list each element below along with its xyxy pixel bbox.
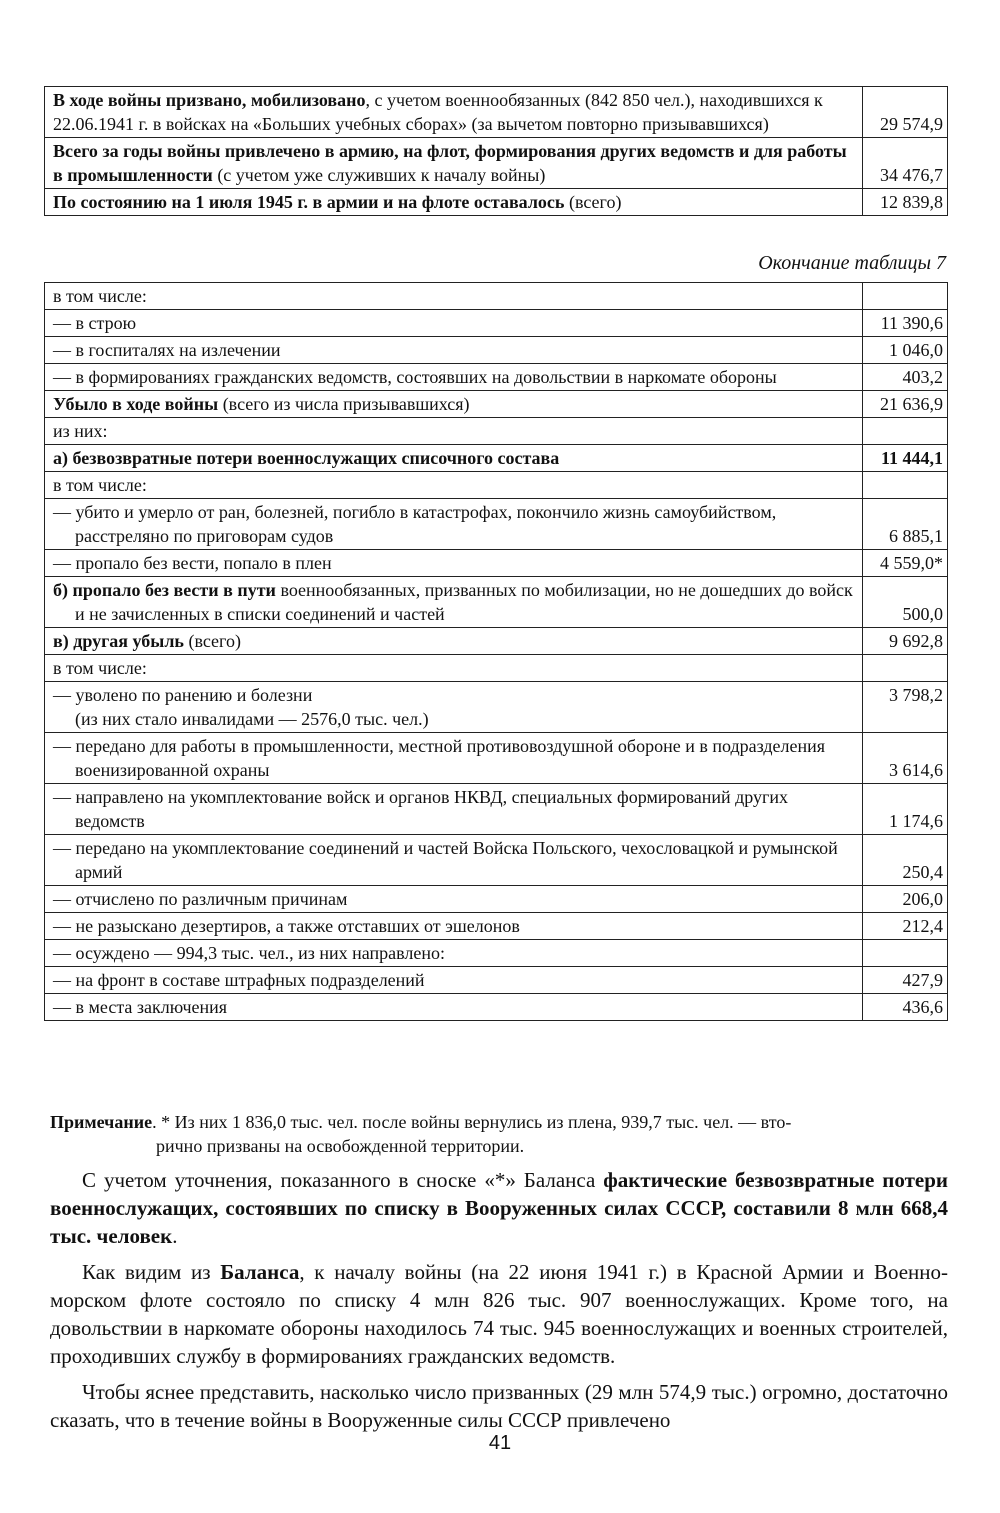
label-text: , с учетом военнообязанных (842 850 чел.), находившихся к 22.06.1941 г. в войсках на «Больших учебных сборах» (за вычетом повторно призывавшихся) xyxy=(53,90,823,134)
row-value: 29 574,9 xyxy=(863,87,948,138)
row-label-text: — передано на укомплектование соединений и частей Войска Польского, чехословацкой и румынской армий xyxy=(53,838,838,882)
table-row xyxy=(45,138,948,189)
table-row xyxy=(45,391,948,418)
row-label xyxy=(45,87,863,138)
bold-label: в) другая убыль xyxy=(53,631,184,651)
row-value: 212,4 xyxy=(863,913,948,940)
row-label xyxy=(45,189,863,216)
row-label xyxy=(45,138,863,189)
label-text: (всего) xyxy=(183,631,241,651)
row-label xyxy=(45,499,863,550)
row-value: 4 559,0* xyxy=(863,550,948,577)
row-value xyxy=(863,283,948,310)
table-row xyxy=(45,733,948,784)
summary-table-top xyxy=(44,86,948,216)
row-value: 436,6 xyxy=(863,994,948,1021)
row-value: 3 614,6 xyxy=(863,733,948,784)
table-row xyxy=(45,310,948,337)
row-value: 1 174,6 xyxy=(863,784,948,835)
row-label-text xyxy=(53,683,856,731)
text: С учетом уточнения, показанного в сноске «*» Баланса xyxy=(82,1168,604,1192)
table-row xyxy=(45,472,948,499)
table-row xyxy=(45,940,948,967)
bold-label: По состоянию на 1 июля 1945 г. в армии и на флоте оставалось xyxy=(53,192,565,212)
table-row xyxy=(45,913,948,940)
row-label xyxy=(45,784,863,835)
body-text xyxy=(50,1166,948,1434)
text: Как видим из xyxy=(82,1260,221,1284)
row-value: 250,4 xyxy=(863,835,948,886)
table-row xyxy=(45,628,948,655)
table-row xyxy=(45,682,948,733)
row-label: — осуждено — 994,3 тыс. чел., из них направлено: xyxy=(45,940,863,967)
table-row xyxy=(45,445,948,472)
text: . xyxy=(172,1224,178,1248)
row-label xyxy=(45,733,863,784)
table-row xyxy=(45,784,948,835)
row-value: 11 390,6 xyxy=(863,310,948,337)
row-label: в том числе: xyxy=(45,472,863,499)
row-label xyxy=(45,682,863,733)
row-label xyxy=(45,628,863,655)
row-label: в том числе: xyxy=(45,283,863,310)
note-label: Примечание xyxy=(50,1112,153,1132)
row-value: 9 692,8 xyxy=(863,628,948,655)
row-label: в том числе: xyxy=(45,655,863,682)
row-value xyxy=(863,940,948,967)
note-text: . * Из них 1 836,0 тыс. чел. после войны вернулись из плена, 939,7 тыс. чел. — вто- xyxy=(152,1112,792,1132)
row-value: 427,9 xyxy=(863,967,948,994)
text: , к началу войны (на 22 июня 1941 г.) в Красной Армии и Военно-морском флоте состояло по списку 4 млн 826 тыс. 907 военнослужащих. Кроме того, на довольствии в наркомате обороны находилось 74 тыс. 945 военнослужащих и военных строителей, проходивших службу в формированиях гражданских ведомств. xyxy=(50,1260,948,1368)
row-label: — отчислено по различным причинам xyxy=(45,886,863,913)
row-label xyxy=(45,364,863,391)
row-label: из них: xyxy=(45,418,863,445)
table-row xyxy=(45,967,948,994)
row-label: — пропало без вести, попало в плен xyxy=(45,550,863,577)
table-row xyxy=(45,886,948,913)
row-label-text: — направлено на укомплектование войск и органов НКВД, специальных формирований других ведомств xyxy=(53,787,789,831)
row-value: 6 885,1 xyxy=(863,499,948,550)
row-value: 1 046,0 xyxy=(863,337,948,364)
row-label xyxy=(45,391,863,418)
table-row xyxy=(45,418,948,445)
table-row xyxy=(45,87,948,138)
row-label: — в места заключения xyxy=(45,994,863,1021)
row-value: 34 476,7 xyxy=(863,138,948,189)
bold-label: Всего за годы войны привлечено в армию, на флот, формирования других ведомств и для работы в промышленности xyxy=(53,141,847,185)
page-number: 41 xyxy=(488,1432,512,1454)
paragraph xyxy=(50,1258,948,1370)
table-caption: Окончание таблицы 7 xyxy=(758,252,946,274)
table-row xyxy=(45,364,948,391)
table-row xyxy=(45,189,948,216)
bold-label: б) пропало без вести в пути xyxy=(53,580,276,600)
row-label-text: — в формированиях гражданских ведомств, состоявших на довольствии в наркомате обороны xyxy=(53,367,777,387)
row-label: — в госпиталях на излечении xyxy=(45,337,863,364)
table-row xyxy=(45,499,948,550)
row-value: 3 798,2 xyxy=(863,682,948,733)
row-value xyxy=(863,418,948,445)
row-label: а) безвозвратные потери военнослужащих списочного состава xyxy=(45,445,863,472)
row-value: 403,2 xyxy=(863,364,948,391)
table-note xyxy=(50,1110,948,1158)
row-label: — в строю xyxy=(45,310,863,337)
row-label-text xyxy=(53,578,856,626)
table-row xyxy=(45,655,948,682)
table-row xyxy=(45,577,948,628)
row-label-text: — убито и умерло от ран, болезней, погибло в катастрофах, покончило жизнь самоубийством, расстреляно по приговорам судов xyxy=(53,502,777,546)
row-value: 11 444,1 xyxy=(863,445,948,472)
paragraph xyxy=(50,1166,948,1250)
table-row xyxy=(45,283,948,310)
table-row xyxy=(45,835,948,886)
row-value: 12 839,8 xyxy=(863,189,948,216)
row-label xyxy=(45,577,863,628)
label-text: военнообязанных, призванных по мобилизации, но не дошедших до войск и не зачисленных в списки соединений и частей xyxy=(75,580,853,624)
label-subtext: (из них стало инвалидами — 2576,0 тыс. чел.) xyxy=(75,709,429,729)
bold-text: Баланса xyxy=(220,1260,300,1284)
row-label xyxy=(45,835,863,886)
table-row xyxy=(45,337,948,364)
bold-label: Убыло в ходе войны xyxy=(53,394,219,414)
row-value: 500,0 xyxy=(863,577,948,628)
row-value: 21 636,9 xyxy=(863,391,948,418)
summary-table-main xyxy=(44,282,948,1021)
paragraph: Чтобы яснее представить, насколько число призванных (29 млн 574,9 тыс.) огромно, достаточно сказать, что в течение войны в Вооруженные силы СССР привлечено xyxy=(50,1380,948,1432)
note-text-continued: рично призваны на освобожденной территории. xyxy=(156,1136,525,1156)
bold-label: В ходе войны призвано, мобилизовано xyxy=(53,90,366,110)
row-label-text: — передано для работы в промышленности, местной противовоздушной обороне и в подразделения военизированной охраны xyxy=(53,736,826,780)
table-row xyxy=(45,550,948,577)
table-row xyxy=(45,994,948,1021)
row-value: 206,0 xyxy=(863,886,948,913)
label-text: (с учетом уже служивших к началу войны) xyxy=(212,165,546,185)
row-value xyxy=(863,655,948,682)
row-label: — на фронт в составе штрафных подразделений xyxy=(45,967,863,994)
row-label: — не разыскано дезертиров, а также отставших от эшелонов xyxy=(45,913,863,940)
row-value xyxy=(863,472,948,499)
label-text: (всего из числа призывавшихся) xyxy=(218,394,470,414)
label-text: — уволено по ранению и болезни xyxy=(53,685,313,705)
bold-text: фактические безвозвратные потери военнослужащих, состоявших по списку в Вооруженных силах СССР, составили 8 млн 668,4 тыс. человек xyxy=(50,1168,948,1248)
label-text: (всего) xyxy=(564,192,622,212)
